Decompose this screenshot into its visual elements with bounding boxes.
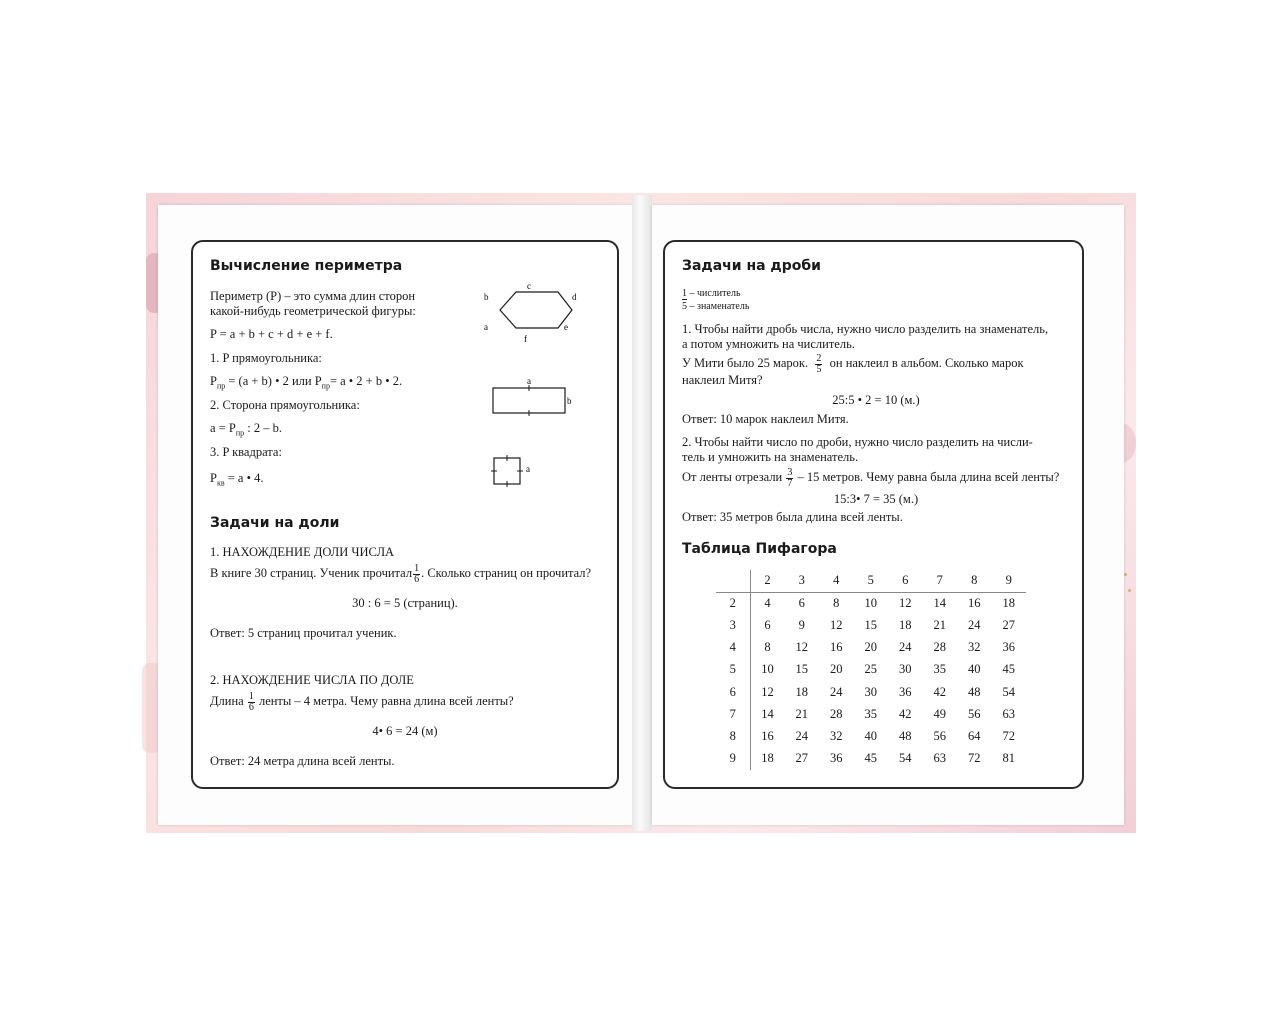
table-cell: 32 — [830, 728, 843, 743]
table-cell: 18 — [899, 617, 912, 632]
fractions-rule1-line1: 1. Чтобы найти дробь числа, нужно число разделить на знаменатель, — [682, 322, 1049, 336]
table-header-row — [716, 570, 1026, 592]
table-row-header: 5 — [716, 659, 750, 681]
hexagon-label-c: c — [527, 281, 531, 291]
table-cell: 36 — [830, 751, 843, 766]
table-cell: 25 — [864, 662, 877, 677]
fractions-task1: У Мити было 25 марок. $\frac{2}{5}$ он наклеил в альбом. Сколько марок — [682, 352, 1024, 375]
table-cell: 14 — [933, 596, 946, 611]
parts-task1: В книге 30 страниц. Ученик прочитал $\frac{1}{6}$ . Сколько страниц он прочитал? — [210, 562, 592, 585]
table-cell: 45 — [864, 751, 877, 766]
table-row-header: 6 — [716, 681, 750, 703]
fraction-1-6: $\frac{1}{6}$ — [248, 690, 254, 713]
table-row-header: 4 — [716, 637, 750, 659]
rectangle-side-formula: $a = P_{пр}$ : 2 – b. — [210, 421, 282, 438]
perimeter-item1: 1. P прямоугольника: — [210, 351, 322, 365]
hexagon-label-d: d — [572, 292, 577, 302]
parts-answer1: Ответ: 5 страниц прочитал ученик. — [210, 626, 397, 640]
table-cell: 24 — [968, 617, 981, 632]
hexagon-label-e: e — [564, 322, 568, 332]
fractions-answer2: Ответ: 35 метров была длина всей ленты. — [682, 510, 903, 524]
table-cell: 4 — [764, 596, 771, 611]
table-row — [716, 703, 1026, 725]
table-cell: 63 — [933, 751, 946, 766]
fractions-solution1: 25:5 • 2 = 10 (м.) — [832, 393, 920, 407]
table-cell: 18 — [761, 751, 774, 766]
perimeter-title: Вычисление периметра — [210, 258, 403, 274]
table-cell: 6 — [764, 617, 771, 632]
table-cell: 14 — [761, 706, 774, 721]
table-header-cell: 4 — [819, 570, 854, 592]
square-diagram — [490, 454, 540, 488]
table-cell: 20 — [830, 662, 843, 677]
table-cell: 18 — [795, 684, 808, 699]
perimeter-formula: P = a + b + c + d + e + f. — [210, 327, 333, 341]
table-cell: 12 — [830, 617, 843, 632]
table-cell: 56 — [968, 706, 981, 721]
perimeter-definition-line1: Периметр (P) – это сумма длин сторон — [210, 289, 416, 303]
table-row-header: 2 — [716, 592, 750, 614]
parts-answer2: Ответ: 24 метра длина всей ленты. — [210, 754, 395, 768]
table-cell: 18 — [1002, 596, 1015, 611]
rectangle-perimeter-formula: $P_{пр} = (a + b)$ • 2 или $P_{пр}= a$ • 2 + b • 2. — [210, 374, 403, 391]
table-cell: 63 — [1002, 706, 1015, 721]
pythagoras-table — [716, 570, 1026, 770]
table-row-header: 3 — [716, 614, 750, 636]
table-cell: 9 — [798, 617, 805, 632]
rectangle-label-a: a — [527, 376, 531, 386]
table-cell: 6 — [798, 596, 805, 611]
table-cell: 24 — [899, 640, 912, 655]
fractions-rule1-line2: а потом умножить на числитель. — [682, 337, 855, 351]
book-spine — [632, 195, 652, 831]
parts-item1: 1. НАХОЖДЕНИЕ ДОЛИ ЧИСЛА — [210, 545, 395, 559]
cover-gold-speck — [1124, 573, 1127, 576]
table-cell: 72 — [1002, 728, 1015, 743]
fractions-rule2-line2: тель и умножить на знаменатель. — [682, 450, 859, 464]
table-row — [716, 681, 1026, 703]
table-cell: 28 — [830, 706, 843, 721]
table-row — [716, 748, 1026, 770]
table-row-header: 7 — [716, 703, 750, 725]
table-cell: 10 — [761, 662, 774, 677]
table-header-cell: 5 — [854, 570, 889, 592]
table-cell: 15 — [864, 617, 877, 632]
hexagon-label-b: b — [484, 292, 489, 302]
parts-item2: 2. НАХОЖДЕНИЕ ЧИСЛА ПО ДОЛЕ — [210, 673, 414, 687]
table-row — [716, 614, 1026, 636]
parts-solution2: 4• 6 = 24 (м) — [372, 724, 438, 738]
parts-title: Задачи на доли — [210, 515, 340, 531]
table-row-header: 9 — [716, 748, 750, 770]
table-cell: 81 — [1002, 751, 1015, 766]
table-header-cell: 6 — [888, 570, 923, 592]
table-cell: 32 — [968, 640, 981, 655]
table-cell: 24 — [795, 728, 808, 743]
rectangle-label-b: b — [567, 396, 572, 406]
table-cell: 30 — [899, 662, 912, 677]
fractions-solution2: 15:3• 7 = 35 (м.) — [833, 492, 919, 506]
fraction-legend: 1 – числитель 5 – знаменатель — [682, 288, 750, 312]
table-row-header: 8 — [716, 725, 750, 747]
fractions-answer1: Ответ: 10 марок наклеил Митя. — [682, 412, 849, 426]
table-cell: 36 — [899, 684, 912, 699]
table-header-cell: 7 — [923, 570, 958, 592]
table-cell: 8 — [764, 640, 771, 655]
fraction-2-5: $\frac{2}{5}$ — [816, 352, 822, 375]
table-cell: 40 — [864, 728, 877, 743]
table-cell: 28 — [933, 640, 946, 655]
table-cell: 48 — [899, 728, 912, 743]
table-cell: 56 — [933, 728, 946, 743]
parts-solution1: 30 : 6 = 5 (страниц). — [352, 596, 458, 610]
table-cell: 42 — [933, 684, 946, 699]
table-cell: 16 — [761, 728, 774, 743]
fraction-1-6: $\frac{1}{6}$ — [414, 562, 420, 585]
table-cell: 72 — [968, 751, 981, 766]
table-cell: 21 — [795, 706, 808, 721]
table-cell: 24 — [830, 684, 843, 699]
hexagon-label-a: a — [484, 322, 488, 332]
table-header-cell: 8 — [957, 570, 992, 592]
fractions-title: Задачи на дроби — [682, 258, 821, 274]
table-corner-cell — [716, 570, 750, 592]
table-header-cell: 2 — [750, 570, 785, 592]
table-cell: 16 — [968, 596, 981, 611]
table-cell: 10 — [864, 596, 877, 611]
square-label-a: a — [526, 464, 530, 474]
parts-task2: Длина $\frac{1}{6}$ ленты – 4 метра. Чему равна длина всей ленты? — [210, 690, 514, 713]
table-cell: 40 — [968, 662, 981, 677]
hexagon-diagram — [480, 280, 590, 345]
cover-gold-speck — [1128, 589, 1131, 592]
table-cell: 16 — [830, 640, 843, 655]
table-header-cell: 3 — [785, 570, 820, 592]
table-cell: 27 — [795, 751, 808, 766]
table-cell: 21 — [933, 617, 946, 632]
table-cell: 35 — [864, 706, 877, 721]
table-cell: 15 — [795, 662, 808, 677]
table-row — [716, 725, 1026, 747]
perimeter-item3: 3. P квадрата: — [210, 445, 282, 459]
perimeter-definition-line2: какой-нибудь геометрической фигуры: — [210, 304, 416, 318]
table-cell: 48 — [968, 684, 981, 699]
table-cell: 12 — [795, 640, 808, 655]
rectangle-diagram — [488, 374, 578, 419]
table-cell: 45 — [1002, 662, 1015, 677]
table-cell: 27 — [1002, 617, 1015, 632]
table-cell: 64 — [968, 728, 981, 743]
fractions-task1-line2: наклеил Митя? — [682, 373, 763, 387]
table-header-cell: 9 — [992, 570, 1027, 592]
table-cell: 8 — [833, 596, 840, 611]
fractions-task2: От ленты отрезали $\frac{3}{7}$ – 15 метров. Чему равна была длина всей ленты? — [682, 466, 1060, 489]
table-cell: 54 — [1002, 684, 1015, 699]
table-cell: 54 — [899, 751, 912, 766]
table-cell: 12 — [899, 596, 912, 611]
hexagon-label-f: f — [524, 334, 527, 344]
fractions-rule2-line1: 2. Чтобы найти число по дроби, нужно число разделить на числи- — [682, 435, 1033, 449]
table-row — [716, 659, 1026, 681]
fraction-3-7: $\frac{3}{7}$ — [787, 466, 793, 489]
table-row — [716, 637, 1026, 659]
table-cell: 36 — [1002, 640, 1015, 655]
table-cell: 42 — [899, 706, 912, 721]
table-cell: 35 — [933, 662, 946, 677]
table-cell: 12 — [761, 684, 774, 699]
table-cell: 20 — [864, 640, 877, 655]
table-row — [716, 592, 1026, 614]
pythagoras-title: Таблица Пифагора — [682, 541, 837, 557]
perimeter-item2: 2. Сторона прямоугольника: — [210, 398, 360, 412]
table-cell: 49 — [933, 706, 946, 721]
table-cell: 30 — [864, 684, 877, 699]
square-perimeter-formula: $P_{кв} = a$ • 4. — [210, 471, 264, 488]
